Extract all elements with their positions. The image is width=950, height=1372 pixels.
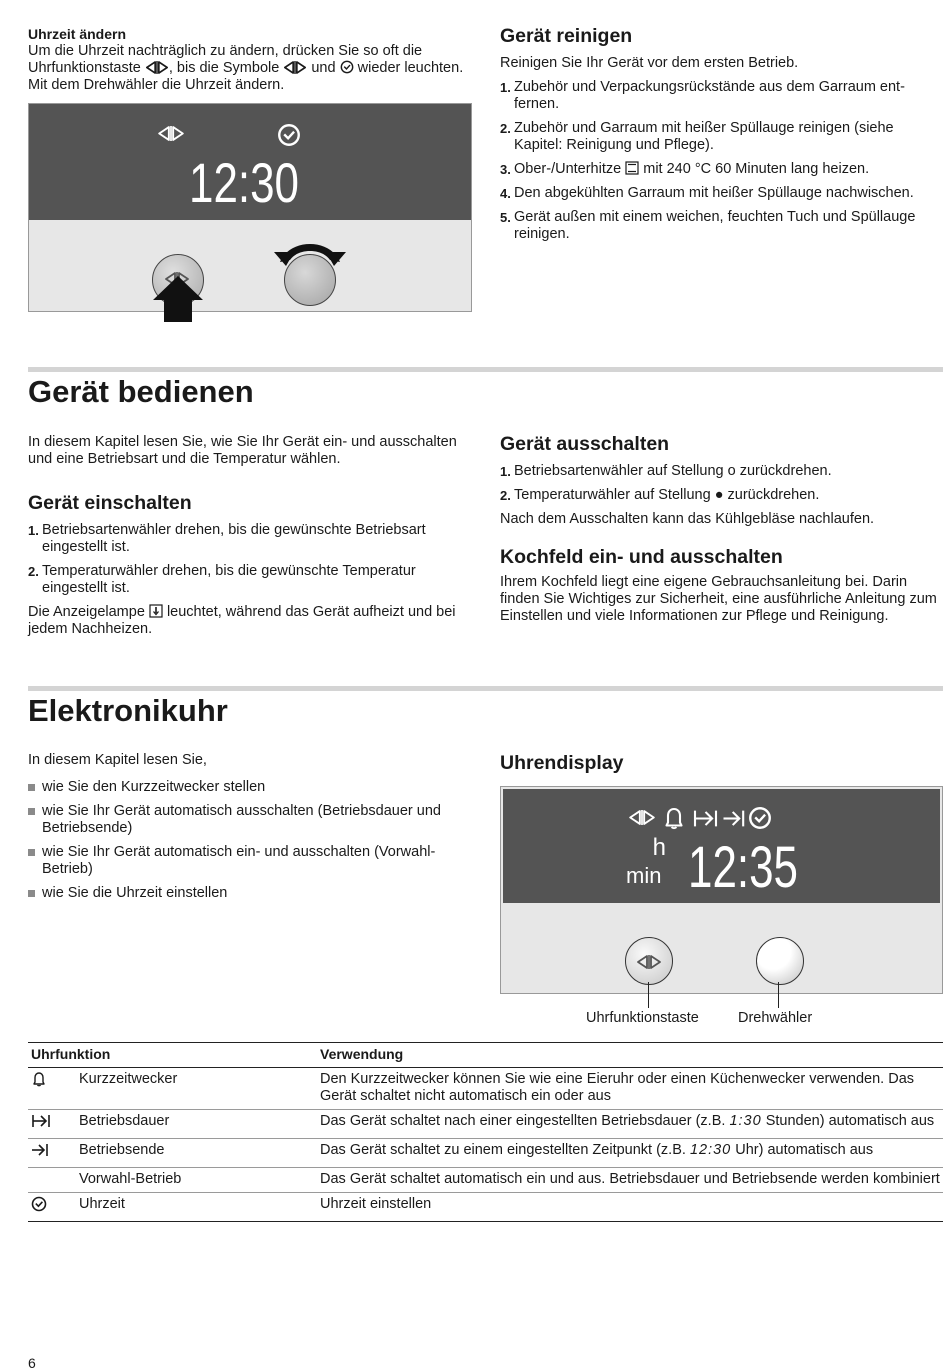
end-time-icon — [722, 808, 746, 829]
bell-icon — [662, 806, 686, 830]
label-clock-function-button: Uhrfunktionstaste — [586, 1010, 699, 1026]
function-name: Betriebsdauer — [76, 1110, 317, 1139]
operate-left-column — [28, 434, 473, 638]
column-header-usage: Verwendung — [317, 1043, 943, 1068]
switch-off-heading: Gerät ausschalten — [500, 433, 670, 455]
step-number: 3. — [500, 162, 511, 177]
clock-display — [29, 104, 471, 220]
clock-intro: In diesem Kapitel lesen Sie, — [28, 752, 207, 768]
indicator-lamp-icon — [149, 604, 163, 618]
label-rotary-selector: Drehwähler — [738, 1010, 813, 1026]
clock-change-text — [28, 43, 473, 94]
clock-icon — [277, 123, 301, 147]
table-row — [28, 1110, 943, 1139]
clock-function-arrows-icon — [157, 126, 185, 141]
page-number: 6 — [28, 1355, 36, 1371]
usage-text: Das Gerät schaltet zu einem eingestellten Zeitpunkt (z.B. — [320, 1142, 686, 1158]
cleaning-step — [500, 120, 943, 154]
clock-display-heading: Uhrendisplay — [500, 752, 624, 774]
step-text: Betriebsartenwähler auf Stellung — [514, 463, 724, 479]
display-time: 12:30 — [189, 151, 299, 214]
step-number: 5. — [500, 210, 511, 225]
function-usage: Das Gerät schaltet automatisch ein und aus. Betriebsdauer und Betriebsende werden kombiniert — [317, 1168, 943, 1193]
step-text: Ober-/Unterhitze — [514, 161, 622, 177]
hob-heading: Kochfeld ein- und ausschalten — [500, 546, 783, 568]
clock-intro-column — [28, 752, 473, 909]
off-position-symbol: o — [727, 463, 736, 479]
step-number: 1. — [500, 80, 511, 95]
unit-hours: h — [652, 834, 666, 861]
switch-on-step — [28, 522, 473, 556]
cleaning-step — [500, 185, 943, 202]
clock-function-table — [28, 1042, 943, 1222]
step-text: Gerät außen mit einem weichen, feuchten Tuch und Spüllauge reinigen. — [514, 209, 916, 242]
step-text: mit 240 °C 60 Minuten lang heizen. — [643, 161, 870, 177]
press-arrow-icon — [149, 274, 207, 324]
segment-time-display — [149, 150, 339, 214]
cleaning-intro: Reinigen Sie Ihr Gerät vor dem ersten Betrieb. — [500, 55, 799, 71]
step-text: Den abgekühlten Garraum mit heißer Spüllauge nachwischen. — [514, 185, 914, 201]
clock-change-text-1: Um die Uhrzeit nachträglich zu ändern, drücken Sie so oft die Uhrfunktionstaste — [28, 43, 423, 76]
bell-icon — [31, 1071, 47, 1087]
function-name: Betriebsende — [76, 1139, 317, 1168]
section-divider — [28, 686, 943, 691]
operate-title: Gerät bedienen — [28, 374, 254, 409]
column-header-function: Uhrfunktion — [28, 1043, 317, 1068]
hob-text: Ihrem Kochfeld liegt eine eigene Gebrauchsanleitung bei. Darin finden Sie Wichtiges zur Sicherheit, eine ausführliche Anleitung zum Einstellen und viele Informationen zur Pflege und Reinigung. — [500, 574, 937, 624]
table-row — [28, 1068, 943, 1110]
end-time-icon — [31, 1142, 49, 1158]
clock-function-arrows-icon — [628, 810, 656, 825]
segment-time-display — [683, 833, 803, 900]
function-usage: Uhrzeit einstellen — [317, 1193, 943, 1222]
operate-intro: In diesem Kapitel lesen Sie, wie Sie Ihr Gerät ein- und ausschalten und eine Betriebsart und die Temperatur wählen. — [28, 434, 457, 467]
rotate-arrow-icon — [272, 230, 348, 266]
step-number: 2. — [28, 564, 39, 579]
section-divider — [28, 367, 943, 372]
function-name: Kurzzeitwecker — [76, 1068, 317, 1110]
cleaning-step — [500, 161, 943, 178]
rotary-selector-knob[interactable] — [756, 937, 804, 985]
step-text: Temperaturwähler auf Stellung — [514, 487, 711, 503]
switch-off-step — [500, 463, 943, 480]
list-item: wie Sie Ihr Gerät automatisch ein- und ausschalten (Vorwahl-Betrieb) — [28, 844, 473, 878]
usage-text: Uhr) automatisch aus — [735, 1142, 874, 1158]
callout-line — [778, 982, 779, 1008]
display-time: 12:35 — [688, 835, 798, 900]
segment-example: 1:30 — [729, 1113, 762, 1129]
clock-function-arrows-icon — [636, 955, 662, 969]
off-position-symbol: ● — [714, 487, 724, 503]
duration-icon — [31, 1113, 51, 1129]
cleaning-step — [500, 209, 943, 243]
step-text: Zubehör und Verpackungsrückstände aus dem Garraum entfernen. — [514, 79, 905, 112]
note-text: leuchtet, während das Gerät aufheizt und bei jedem Nachheizen. — [28, 604, 456, 637]
clock-change-text-3: und — [311, 60, 336, 76]
list-item: wie Sie den Kurzzeitwecker stellen — [28, 779, 473, 796]
operate-right-column — [500, 432, 943, 625]
step-number: 1. — [28, 523, 39, 538]
switch-off-step — [500, 487, 943, 504]
clock-function-button[interactable] — [625, 937, 673, 985]
callout-line — [648, 982, 649, 1008]
switch-on-note — [28, 604, 473, 638]
step-text: Zubehör und Garraum mit heißer Spüllauge reinigen (siehe Kapitel: Reinigung und Pflege). — [514, 120, 894, 153]
clock-change-heading: Uhrzeit ändern — [28, 26, 127, 42]
table-row — [28, 1139, 943, 1168]
top-bottom-heat-icon — [625, 161, 639, 175]
clock-function-arrows-icon — [283, 61, 307, 74]
cleaning-heading: Gerät reinigen — [500, 25, 633, 47]
segment-example: 12:30 — [689, 1142, 732, 1158]
function-name: Vorwahl-Betrieb — [76, 1168, 317, 1193]
function-usage — [317, 1110, 943, 1139]
step-text: zurückdrehen. — [727, 487, 820, 503]
clock-change-section — [28, 26, 473, 94]
clock-display — [503, 789, 940, 903]
duration-icon — [692, 808, 719, 829]
cleaning-section — [500, 24, 943, 250]
clock-icon — [31, 1196, 47, 1212]
step-number: 2. — [500, 488, 511, 503]
table-row — [28, 1193, 943, 1222]
clock-change-panel — [28, 103, 472, 312]
clock-icon — [748, 806, 772, 830]
step-text: Temperaturwähler drehen, bis die gewünschte Temperatur eingestellt ist. — [42, 563, 416, 596]
step-number: 2. — [500, 121, 511, 136]
clock-change-text-2: , bis die Symbole — [168, 60, 280, 76]
unit-minutes: min — [626, 863, 662, 888]
function-name: Uhrzeit — [76, 1193, 317, 1222]
function-usage — [317, 1139, 943, 1168]
note-text: Die Anzeigelampe — [28, 604, 145, 620]
cleaning-step — [500, 79, 943, 113]
step-number: 4. — [500, 186, 511, 201]
clock-icon — [340, 60, 354, 74]
step-text: Betriebsartenwähler drehen, bis die gewünschte Betriebsart eingestellt ist. — [42, 522, 426, 555]
clock-function-arrows-icon — [145, 61, 169, 74]
switch-on-step — [28, 563, 473, 597]
step-number: 1. — [500, 464, 511, 479]
usage-text: Das Gerät schaltet nach einer eingestellten Betriebsdauer (z.B. — [320, 1113, 726, 1129]
clock-title: Elektronikuhr — [28, 693, 228, 728]
list-item: wie Sie die Uhrzeit einstellen — [28, 885, 473, 902]
step-text: zurückdrehen. — [739, 463, 832, 479]
switch-on-heading: Gerät einschalten — [28, 492, 192, 514]
usage-text: Stunden) automatisch aus — [765, 1113, 935, 1129]
list-item: wie Sie Ihr Gerät automatisch ausschalten (Betriebsdauer und Betriebsende) — [28, 803, 473, 837]
clock-change-text-4: wieder leuchten. Mit dem Drehwähler die Uhrzeit ändern. — [28, 60, 464, 93]
clock-display-panel — [500, 786, 943, 994]
switch-off-note: Nach dem Ausschalten kann das Kühlgebläse nachlaufen. — [500, 511, 875, 527]
table-row — [28, 1168, 943, 1193]
function-usage: Den Kurzzeitwecker können Sie wie eine Eieruhr oder einen Küchenwecker verwenden. Das Gerät schaltet nicht automatisch ein oder aus — [317, 1068, 943, 1110]
